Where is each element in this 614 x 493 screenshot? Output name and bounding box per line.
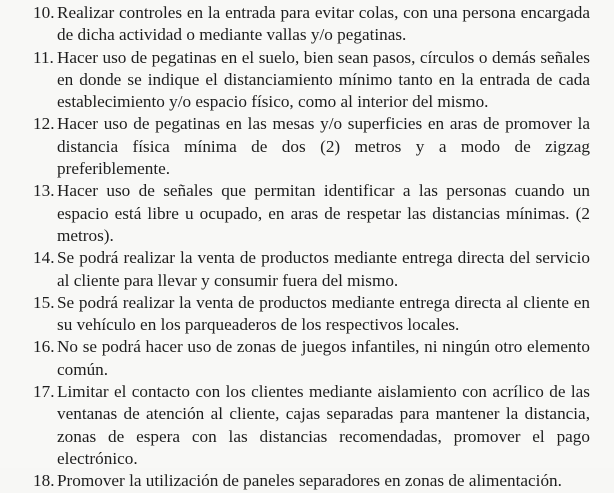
list-item	[33, 292, 590, 337]
item-text: Hacer uso de pegatinas en las mesas y/o superficies en aras de promover la distancia física mínima de dos (2) metros y a modo de zigzag preferiblemente.	[57, 114, 590, 179]
item-number: 16.	[33, 337, 55, 357]
item-number: 15.	[33, 292, 55, 312]
list-item	[33, 180, 590, 247]
item-number: 18.	[33, 471, 55, 491]
item-text: Realizar controles en la entrada para evitar colas, con una persona encargada de dicha actividad o mediante vallas y/o pegatinas.	[57, 3, 590, 45]
item-text: Limitar el contacto con los clientes mediante aislamiento con acrílico de las ventanas de atención al cliente, cajas separadas para mantener la distancia, zonas de espera con las distancias recomendadas, promover el pago electrónico.	[57, 382, 590, 468]
item-number: 11.	[33, 47, 54, 67]
list-item	[33, 381, 590, 470]
item-text: Se podrá realizar la venta de productos mediante entrega directa al cliente en su vehículo en los parqueaderos de los respectivos locales.	[57, 292, 590, 335]
item-number: 10.	[33, 3, 55, 22]
item-number: 17.	[33, 382, 55, 402]
item-text: Hacer uso de señales que permitan identificar a las personas cuando un espacio está libre u ocupado, en aras de respetar las distancias mínimas. (2 metros).	[57, 181, 590, 245]
item-text: Hacer uso de pegatinas en el suelo, bien sean pasos, círculos o demás señales en donde se indique el distanciamiento mínimo tanto en la entrada de cada establecimiento y/o espacio físico, como al interior del mismo.	[57, 47, 590, 112]
item-text: Se podrá realizar la venta de productos mediante entrega directa del servicio al cliente para llevar y consumir fuera del mismo.	[57, 248, 590, 290]
list-item	[33, 113, 590, 180]
list-item	[33, 247, 590, 292]
numbered-list	[33, 2, 590, 493]
list-item	[33, 47, 590, 114]
item-text: Promover la utilización de paneles separadores en zonas de alimentación.	[57, 471, 562, 491]
item-number: 14.	[33, 248, 55, 268]
item-number: 13.	[33, 181, 55, 201]
item-number: 12.	[33, 114, 55, 134]
list-item	[33, 336, 590, 381]
item-text: No se podrá hacer uso de zonas de juegos infantiles, ni ningún otro elemento común.	[57, 337, 590, 379]
list-item	[33, 470, 590, 492]
list-item	[33, 2, 590, 47]
